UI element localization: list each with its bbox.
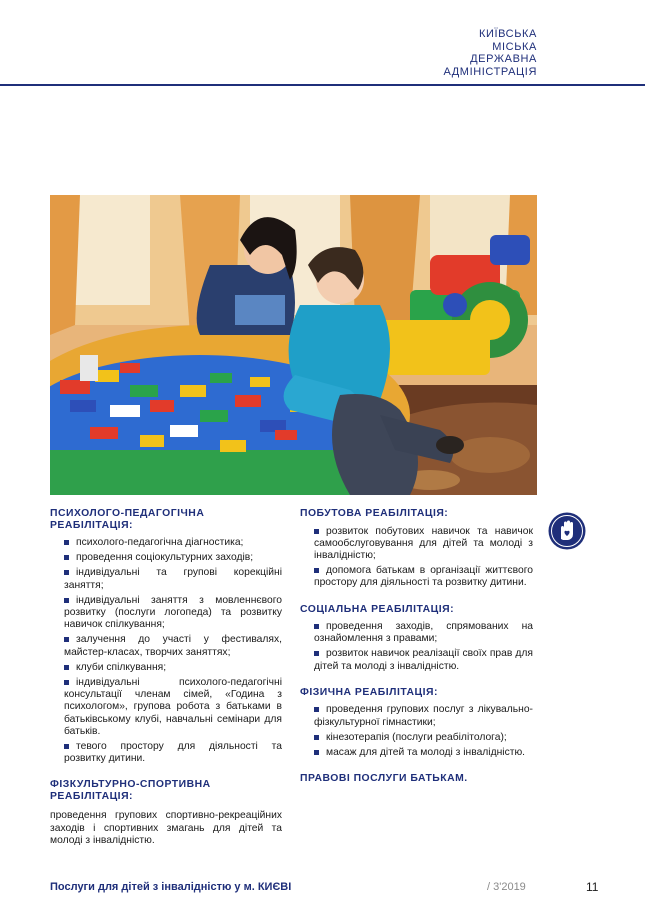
- list-item: розвиток навичок реалізації своїх прав для дітей та молоді з інвалідністю.: [314, 648, 533, 672]
- bullet-icon: [314, 707, 319, 712]
- header-organization: [443, 28, 537, 78]
- bullet-icon: [64, 598, 69, 603]
- org-line-4: АДМІНІСТРАЦІЯ: [443, 65, 537, 78]
- photo-children-playing: [50, 195, 537, 495]
- bullet-icon: [314, 651, 319, 656]
- list-item: індивідуальні заняття з мовленнєвого розвитку (послуги логопеда) та розвитку навичок спілкування;: [64, 594, 282, 631]
- footer-title: Послуги для дітей з інвалідністю у м. КИЄВІ: [50, 881, 292, 893]
- hand-heart-icon: [548, 512, 586, 550]
- list-item: психолого-педагогічна діагностика;: [50, 537, 282, 549]
- header-divider: [0, 84, 645, 86]
- list-item: індивідуальні психолого-педагогічні консультації членам сімей, «Година з психологом», групова робота з батьками в батьківському клубі, навчальні семінари для батьків.: [64, 677, 282, 737]
- bullet-icon: [314, 568, 319, 573]
- section-title-psych-ped: ПСИХОЛОГО-ПЕДАГОГІЧНА РЕАБІЛІТАЦІЯ:: [50, 508, 205, 531]
- bullet-icon: [314, 624, 319, 629]
- social-list: [300, 621, 533, 673]
- bullet-icon: [64, 744, 69, 749]
- list-item: тевого простору для діяльності та розвитку дитини.: [64, 741, 282, 765]
- section-title-physical: ФІЗИЧНА РЕАБІЛІТАЦІЯ:: [300, 686, 438, 698]
- right-column: [300, 508, 533, 791]
- list-item: кінезотерапія (послуги реабілітолога);: [300, 732, 533, 744]
- bullet-icon: [314, 529, 319, 534]
- bullet-icon: [314, 735, 319, 740]
- list-item: клуби спілкування;: [50, 662, 282, 674]
- page-number: 11: [586, 880, 599, 894]
- psych-ped-list: [50, 537, 282, 765]
- left-column: [50, 508, 282, 847]
- list-item: допомога батькам в організації життєвого простору для діяльності та розвитку дитини.: [314, 565, 533, 589]
- list-item: залучення до участі у фестивалях, майстер-класах, творчих заняттях;: [64, 634, 282, 658]
- org-line-2: МІСЬКА: [492, 40, 537, 53]
- bullet-icon: [64, 555, 69, 560]
- footer-issue: / 3'2019: [487, 881, 526, 893]
- section-title-sport: ФІЗКУЛЬТУРНО-СПОРТИВНА РЕАБІЛІТАЦІЯ:: [50, 779, 211, 802]
- list-item: масаж для дітей та молоді з інвалідністю.: [300, 747, 533, 759]
- bullet-icon: [64, 680, 69, 685]
- list-item: розвиток побутових навичок та навичок самообслуговування для дітей та молоді з інвалідністю;: [314, 525, 533, 561]
- physical-list: [300, 704, 533, 759]
- section-title-household: ПОБУТОВА РЕАБІЛІТАЦІЯ:: [300, 508, 449, 519]
- bullet-icon: [314, 750, 319, 755]
- org-line-1: КИЇВСЬКА: [478, 28, 537, 40]
- list-item: проведення заходів, спрямованих на ознайомлення з правами;: [314, 621, 533, 645]
- bullet-icon: [64, 637, 69, 642]
- bullet-icon: [64, 665, 69, 670]
- list-item: індивідуальні та групові корекційні заняття;: [64, 567, 282, 591]
- section-title-social: СОЦІАЛЬНА РЕАБІЛІТАЦІЯ:: [300, 603, 455, 615]
- org-line-3: ДЕРЖАВНА: [470, 53, 537, 65]
- sport-text: проведення групових спортивно-рекреаційних заходів і спортивних змагань для дітей та молоді з інвалідністю.: [50, 810, 282, 846]
- bullet-icon: [64, 540, 69, 545]
- section-title-legal: ПРАВОВІ ПОСЛУГИ БАТЬКАМ.: [300, 773, 468, 785]
- bullet-icon: [64, 570, 69, 575]
- list-item: проведення соціокультурних заходів;: [50, 552, 282, 564]
- list-item: проведення групових послуг з лікувально-фізкультурної гімнастики;: [314, 704, 533, 728]
- household-list: [300, 526, 533, 590]
